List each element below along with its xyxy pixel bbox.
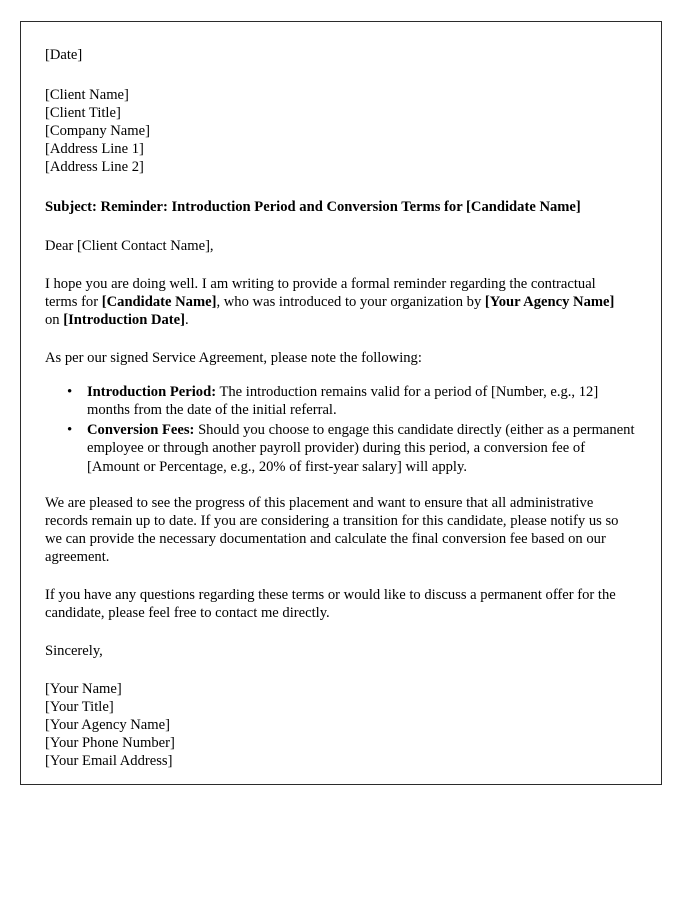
closing-line: Sincerely,: [45, 643, 103, 659]
letter-content: [21, 22, 661, 770]
list-item: [77, 421, 635, 477]
introduction-date-placeholder: [Introduction Date]: [63, 311, 185, 328]
terms-intro-line: As per our signed Service Agreement, please note the following:: [45, 349, 422, 366]
subject-line: Subject: Reminder: Introduction Period and Conversion Terms for [Candidate Name]: [45, 199, 581, 215]
paragraph-intro-text-4: .: [185, 311, 189, 328]
term-lead-introduction-period: Introduction Period:: [87, 383, 217, 400]
paragraph-intro: [45, 275, 629, 329]
paragraph-intro-text-3: on: [45, 311, 64, 328]
recipient-line-company-name: [Company Name]: [45, 123, 150, 139]
recipient-line-address-1: [Address Line 1]: [45, 141, 144, 157]
date-line: [Date]: [45, 47, 83, 63]
term-lead-conversion-fees: Conversion Fees:: [87, 421, 195, 438]
signature-line-email-address: [Your Email Address]: [45, 753, 173, 769]
signature-block: [45, 680, 653, 770]
paragraph-intro-text-2: , who was introduced to your organization by: [216, 293, 485, 310]
signature-line-agency-name: [Your Agency Name]: [45, 717, 170, 733]
recipient-line-client-title: [Client Title]: [45, 105, 121, 121]
recipient-line-client-name: [Client Name]: [45, 87, 129, 103]
signature-line-your-name: [Your Name]: [45, 681, 122, 697]
candidate-name-placeholder: [Candidate Name]: [101, 293, 217, 310]
paragraph-intro-text-1: I hope you are doing well. I am writing to provide a formal reminder regarding the contractual terms for: [45, 275, 596, 310]
signature-line-phone-number: [Your Phone Number]: [45, 735, 175, 751]
term-text-conversion-fees: Should you choose to engage this candidate directly (either as a permanent employee or through another payroll provider) during this period, a conversion fee of [Amount or Percentage, e.g., 20% of first-year salary] will apply.: [87, 421, 635, 475]
agency-name-placeholder: [Your Agency Name]: [484, 293, 615, 310]
list-item: [77, 383, 635, 420]
recipient-line-address-2: [Address Line 2]: [45, 159, 144, 175]
recipient-address-block: [45, 86, 653, 176]
term-text-introduction-period: The introduction remains valid for a period of [Number, e.g., 12] months from the date of the initial referral.: [87, 383, 599, 418]
terms-list: [45, 383, 653, 477]
letter-page: [20, 21, 662, 785]
paragraph-progress: We are pleased to see the progress of this placement and want to ensure that all administrative records remain up to date. If you are considering a transition for this candidate, please notify us so we can provide the necessary documentation and calculate the final conversion fee based on our agreement.: [45, 495, 619, 565]
signature-line-your-title: [Your Title]: [45, 699, 114, 715]
paragraph-questions: If you have any questions regarding these terms or would like to discuss a permanent offer for the candidate, please feel free to contact me directly.: [45, 587, 616, 621]
salutation-line: Dear [Client Contact Name],: [45, 237, 214, 254]
